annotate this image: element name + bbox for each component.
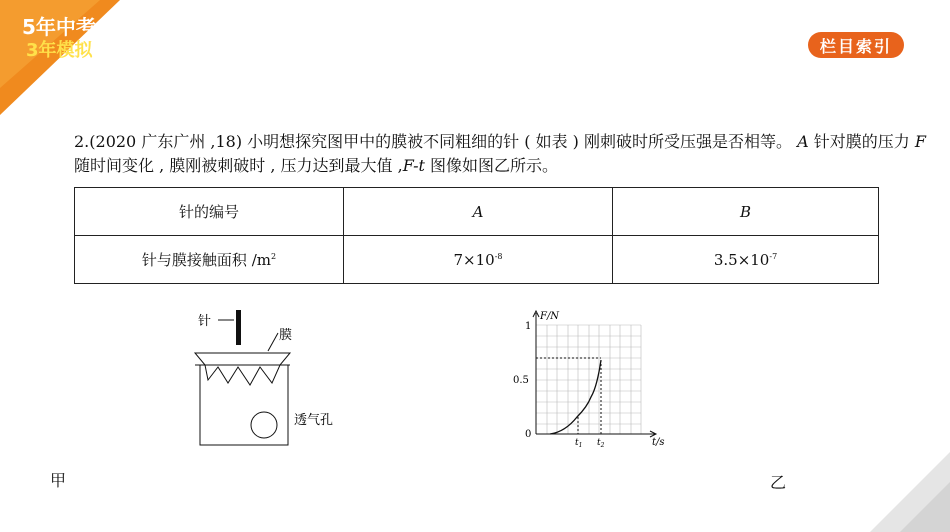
question-text bbox=[74, 130, 944, 178]
brand-logo bbox=[0, 0, 120, 115]
tick-0: 0 bbox=[525, 429, 532, 440]
ft-curve bbox=[550, 360, 601, 434]
header-needle-a: A bbox=[344, 188, 613, 236]
figure-jar-diagram bbox=[180, 305, 360, 450]
needle-table bbox=[74, 187, 879, 284]
caption-jia: 甲 bbox=[50, 471, 67, 490]
header-needle-b: B bbox=[613, 188, 879, 236]
membrane-rim bbox=[195, 353, 290, 365]
logo-line1: 5年中考 bbox=[22, 15, 96, 39]
grid bbox=[536, 325, 641, 434]
row-label-area: 针与膜接触面积 $/m^2$ bbox=[75, 236, 344, 284]
area-value-a: $7\times 10^{-8}$ bbox=[344, 236, 613, 284]
tick-t2: $t_2$ bbox=[597, 438, 605, 449]
corner-decoration bbox=[830, 412, 950, 532]
y-axis-label: F/N bbox=[540, 311, 560, 322]
x-axis-label: t/s bbox=[652, 437, 665, 448]
membrane-folds bbox=[195, 365, 290, 385]
label-needle: 针 bbox=[198, 314, 212, 329]
label-membrane: 膜 bbox=[279, 328, 293, 343]
caption-yi: 乙 bbox=[770, 473, 787, 492]
needle-var-a: A bbox=[797, 132, 809, 151]
header-needle-id: 针的编号 bbox=[75, 188, 344, 236]
figure-ft-graph bbox=[505, 305, 695, 455]
table-row bbox=[75, 188, 879, 236]
tick-1: 1 bbox=[525, 321, 532, 332]
label-hole: 透气孔 bbox=[294, 413, 334, 428]
column-index-button[interactable]: 栏目索引 bbox=[808, 32, 904, 58]
question-suffix: 图像如图乙所示。 bbox=[424, 156, 559, 175]
table-row bbox=[75, 236, 879, 284]
air-hole bbox=[251, 412, 277, 438]
ft-var: F-t bbox=[402, 156, 425, 175]
tick-05: 0.5 bbox=[513, 375, 529, 386]
question-mid1: 针对膜的压力 bbox=[808, 132, 915, 151]
tick-t1: $t_1$ bbox=[575, 438, 583, 449]
logo-line2: 3年模拟 bbox=[26, 40, 93, 61]
force-var: F bbox=[914, 132, 926, 151]
area-value-b: $3.5\times 10^{-7}$ bbox=[613, 236, 879, 284]
needle-shape bbox=[236, 310, 241, 345]
question-mid2: 随时间变化 , 膜刚被刺破时 , 压力达到最大值 , bbox=[74, 156, 403, 175]
question-prefix: 2.(2020 广东广州 ,18) 小明想探究图甲中的膜被不同粗细的针 ( 如表 ) 刚刺破时所受压强是否相等。 bbox=[74, 132, 793, 151]
